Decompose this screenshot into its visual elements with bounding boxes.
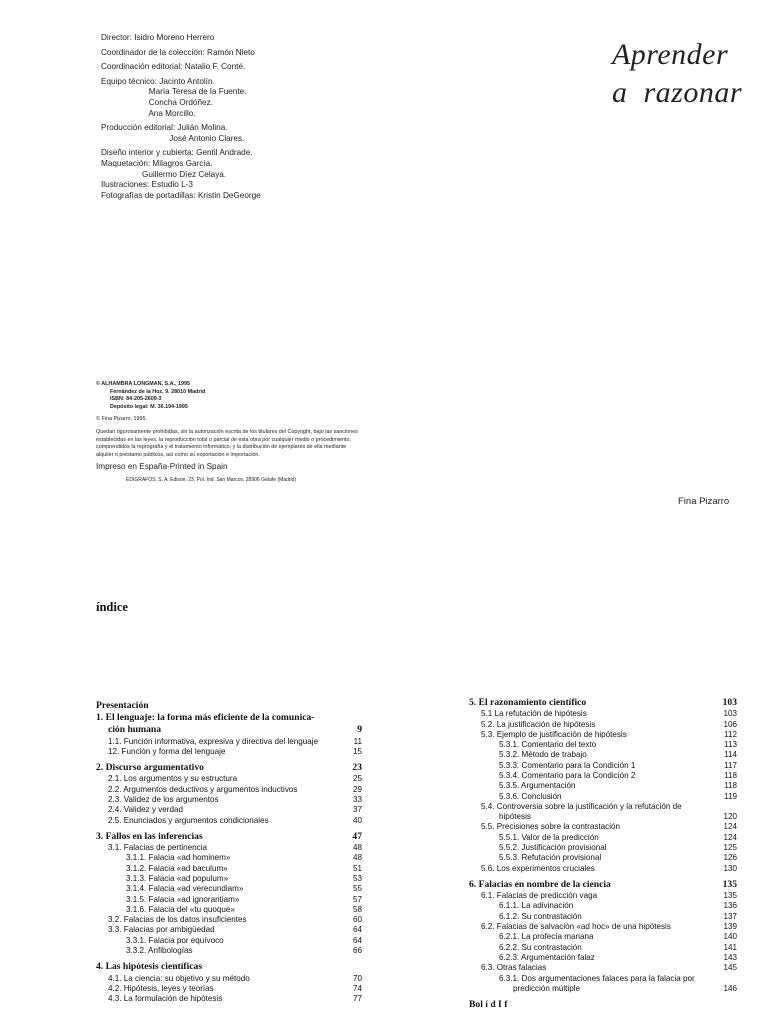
toc-entry-title: 2.2. Argumentos deductivos y argumentos inductivos [108,784,298,794]
publisher-address: Fernández de la Hoz, 9. 28010 Madrid [110,388,206,395]
toc-entry-title: 2.1. Los argumentos y su estructura [108,774,238,784]
toc-entry [469,843,737,853]
toc-entry [96,895,362,905]
toc-entry-page: 141 [723,942,737,952]
toc-entry-page: 37 [352,805,362,815]
toc-entry [469,730,737,740]
toc-entry [469,879,737,891]
toc-entry [469,761,737,771]
toc-entry-page: 77 [352,994,362,1004]
author-name: Fina Pizarro [678,496,730,507]
toc-entry-title: 12. Función y forma del lenguaje [108,746,226,756]
toc-entry-page: 135 [723,891,737,901]
toc-entry-page: 103 [723,709,737,719]
toc-entry-title: predicción múltiple [513,983,581,993]
toc-entry [96,974,362,984]
toc-entry-title: 3.1.6. Falacia del «tu quoque» [126,904,235,914]
toc-entry [96,864,362,874]
toc-entry-title: 5.5.3. Refutación provisional [499,853,602,863]
toc-entry-title: ción humana [108,724,162,736]
toc-entry-title: 3. Fallos en las inferencias [96,830,203,842]
toc-entry-page: 126 [723,853,737,863]
toc-entry-title: 4.1. La ciencia: su objetivo y su método [108,973,250,983]
toc-entry-title: 5. El razonamiento científico [469,697,587,708]
toc-entry [96,762,362,774]
toc-entry-page: 103 [722,697,737,708]
toc-entry-title: 3.3.2. Anfibologías [126,946,193,956]
toc-entry [469,802,737,812]
toc-entry-title: Presentación [96,700,149,711]
toc-entry-title: 6. Falacias en nombre de la ciencia [469,878,611,890]
toc-entry-title: 5.5.1. Valor de la predicción [499,832,599,842]
toc-entry-title: 2.4. Validez y verdad [108,805,183,815]
toc-entry-title: 5.6. Los experimentos cruciales [481,863,595,873]
toc-entry-title: 5.4. Controversia sobre la justificación y la refutación de [481,801,682,811]
toc-entry-page: 55 [352,884,362,894]
credit-line: Ilustraciones: Estudio L-3 [101,180,193,190]
toc-entry-title: 3.3.1. Falacia por equívoco [126,935,224,945]
toc-entry-title: 6.1. Falacias de predicción vaga [481,891,598,901]
toc-entry-title: 5.3.3. Comentario para la Condición 1 [499,760,636,770]
toc-entry-page: 119 [724,791,737,801]
toc-entry-title: 6.2. Falacias de salvación «ad hoc» de una hipótesis [481,922,671,932]
toc-entry-title: 5.3.6. Conclusión [499,791,562,801]
toc-entry-page: 137 [723,911,737,921]
toc-entry [96,925,362,935]
toc-entry-title: 5.3.4. Comentario para la Condición 2 [499,770,636,780]
toc-entry [469,822,737,832]
toc-entry [96,747,362,757]
index-heading: índice [96,600,128,614]
toc-entry-page: 120 [723,812,737,822]
toc-entry-title: 3.1.5. Falacia «ad ignorantiam» [126,894,240,904]
toc-entry [469,953,737,963]
title-line-2: a razonar [611,76,742,109]
toc-entry [469,697,737,709]
toc-entry-page: 58 [352,904,362,914]
toc-entry-page: 135 [722,878,737,890]
toc-entry-page: 23 [352,762,362,774]
toc-entry-title: 3.1.3. Falacia «ad populum» [126,873,229,883]
toc-entry [469,999,737,1011]
toc-entry [469,912,737,922]
toc-entry-title: 2.5. Enunciados y argumentos condicionales [108,815,269,825]
credit-line: Concha Ordóñez. [101,97,213,107]
toc-entry-page: 29 [352,784,362,794]
toc-entry [469,891,737,901]
toc-entry [469,771,737,781]
toc-entry-title: 1.1. Función informativa, expresiva y directiva del lenguaje [108,736,319,746]
toc-entry-title: 3.1. Falacias de pertinencia [108,843,207,853]
toc-entry-page: 136 [723,901,737,911]
toc-entry-page: 48 [352,843,362,853]
toc-entry [96,831,362,843]
toc-entry-page: 66 [352,946,362,956]
toc-entry [96,961,362,973]
toc-entry-title: 5.3.2. Método de trabajo [499,750,587,760]
toc-entry [96,915,362,925]
toc-entry-page: 64 [352,935,362,945]
credit-line: Ana Morcillo. [101,108,196,118]
credit-line: Coordinación editorial: Natalio F. Conté. [101,62,246,72]
toc-entry [469,922,737,932]
toc-entry-page: 64 [352,925,362,935]
toc-entry [469,963,737,973]
toc-entry-page: 124 [723,822,737,832]
toc-entry-page: 113 [724,740,737,750]
credits-block [101,33,401,201]
toc-entry-page: 125 [723,843,737,853]
toc-entry-title: 5.3.5. Argumentación [499,781,576,791]
toc-entry-page: 114 [724,750,737,760]
toc-entry [96,936,362,946]
toc-entry [96,805,362,815]
toc-entry-page: 11 [353,736,362,746]
toc-entry [96,843,362,853]
author-copyright: © Fina Pizarro, 1995. [96,416,148,423]
toc-entry-title: 6.2.3. Argumentación falaz [499,952,595,962]
toc-entry [96,712,362,724]
toc-right-column [469,697,737,1011]
toc-entry-title: 5.5.2. Justificación provisional [499,843,607,853]
toc-entry-page: 9 [357,724,362,736]
toc-entry-title: 6.1.2. Su contrastación [499,911,582,921]
toc-entry-title: 6.2.2. Su contrastación [499,942,582,952]
toc-entry [96,774,362,784]
toc-entry [469,984,737,994]
credit-line: Coordinador de la colección: Ramón Nieto [101,47,255,57]
toc-entry-title: 5.2. La justificación de hipótesis [481,719,596,729]
legal-deposit: Depósito legal: M. 36.194-1995 [110,403,188,410]
toc-entry [96,905,362,915]
toc-entry [96,737,362,747]
toc-entry-page: 48 [352,853,362,863]
publisher-copyright: © ALHAMBRA LONGMAN, S.A., 1995 [96,381,191,387]
toc-entry-title: 3.1.1. Falacia «ad hominem» [126,853,231,863]
book-title [612,36,742,112]
toc-entry-page: 51 [352,863,362,873]
toc-entry [469,709,737,719]
toc-entry-title: 2.3. Validez de los argumentos [108,795,219,804]
toc-entry-title: 5.3. Ejemplo de justificación de hipótesis [481,729,627,739]
toc-entry-title: 6.2.1. La profecía mariana [499,932,594,942]
toc-entry-page: 15 [352,746,362,756]
toc-entry-title: 1. El lenguaje: la forma más eficiente de la comunica- [96,712,315,724]
toc-entry-title: 5.3.1. Comentario del texto [499,740,597,750]
toc-entry-page: 112 [724,729,737,739]
toc-entry-page: 139 [723,922,737,932]
credit-line: Equipo técnico: Jacinto Antolín. [101,76,215,86]
toc-entry [469,781,737,791]
toc-entry-title: 4. Las hipótesis científicas [96,961,203,973]
toc-entry [96,816,362,826]
toc-entry [469,740,737,750]
credit-line: José Antonio Clares. [101,133,245,143]
toc-entry [469,853,737,863]
toc-entry-page: 140 [723,932,737,942]
toc-entry [469,932,737,942]
rights-notice: Quedan rigurosamente prohibidas, sin la autorización escrita de los titulares del Copyright, bajo las sanciones establecidas en las leyes, la reproducción total o parcial de esta obra por cualquier medio o procedimiento, comprendidos la reprografía y el tratamiento informático, y la distribución de ejemplares de ella mediante alquiler o préstamo públicos, así como su exportación e importación. [96,428,358,458]
toc-entry [469,864,737,874]
toc-entry [469,943,737,953]
toc-entry-page: 146 [723,983,737,993]
toc-entry-page: 57 [352,894,362,904]
toc-entry-title: 4.2. Hipótesis, leyes y teorías [108,983,214,993]
toc-entry-page: 60 [352,915,362,925]
toc-entry-page: 143 [723,952,737,962]
toc-entry-title: 4.3. La formulación de hipótesis [108,994,223,1004]
toc-entry-title: 6.1.1. La adivinación [499,901,574,911]
toc-entry [96,884,362,894]
toc-entry-title: 6.3.1. Dos argumentaciones falaces para la falacia por [499,973,695,983]
credit-line: Producción editorial: Julián Molina. [101,123,228,133]
toc-entry-title: 3.2. Falacias de los datos insuficientes [108,915,247,925]
toc-entry-page: 118 [724,781,737,791]
toc-entry-title: 3.3. Falacias por ambigüedad [108,925,215,935]
credit-line: Guillermo Díez Celaya. [101,169,227,179]
toc-entry [96,700,362,712]
credit-line: Diseño interior y cubierta: Gentil Andrade. [101,148,253,158]
toc-entry-title: 5.5. Precisiones sobre la contrastación [481,822,621,832]
toc-entry-page: 40 [352,815,362,825]
printed-in: Impreso en España-Printed in Spain [96,462,228,472]
legal-block [96,381,358,484]
toc-entry-page: 145 [723,963,737,973]
toc-entry [96,795,362,805]
toc-entry-title: 3.1.4. Falacia «ad verecundiam» [126,884,244,894]
toc-entry-title: hipótesis [499,812,531,822]
toc-entry [469,750,737,760]
isbn: ISBN: 84-205-2609-3 [110,396,162,403]
toc-entry-page: 25 [352,774,362,784]
credit-line: Maquetación: Milagros García. [101,158,213,168]
credit-line: María Teresa de la Fuente. [101,87,247,97]
title-line-1: Aprender [611,38,729,71]
toc-entry-page: 53 [352,873,362,883]
toc-entry [96,853,362,863]
toc-entry [469,974,737,984]
toc-entry-page: 130 [723,863,737,873]
printer-info: EDIGRAFOS. S. A. Edison. 23. Pol. Ind. San Marcos. 28906 Getafe (Madrid) [126,477,297,484]
toc-entry-page: 74 [352,983,362,993]
toc-entry [96,984,362,994]
toc-entry [469,812,737,822]
toc-entry [469,720,737,730]
toc-entry [469,833,737,843]
toc-entry-page: 118 [724,770,737,780]
toc-entry-page: 124 [723,832,737,842]
toc-entry-page: 117 [724,760,737,770]
toc-entry [96,785,362,795]
toc-entry-page: 70 [352,973,362,983]
toc-entry-page: 47 [352,830,362,842]
toc-entry-page: 106 [723,719,737,729]
toc-entry-title: 3.1.2. Falacia «ad baculum» [126,863,228,873]
toc-entry [96,994,362,1004]
credit-line: Director: Isidro Moreno Herrero [101,33,215,42]
toc-entry [469,792,737,802]
toc-left-column [96,700,362,1004]
credit-line: Fotografías de portadillas: Kristin DeGeorge [101,190,261,200]
toc-entry-title: 5.1 La refutación de hipótesis [481,709,587,719]
toc-entry-title: Bol í d I f [469,999,508,1011]
toc-entry-title: 2. Discurso argumentativo [96,762,204,774]
toc-entry-title: 6.3. Otras falacias [481,963,547,973]
toc-entry [96,724,362,736]
toc-entry [96,946,362,956]
toc-entry [96,874,362,884]
toc-entry [469,901,737,911]
toc-entry-page: 33 [352,795,362,804]
